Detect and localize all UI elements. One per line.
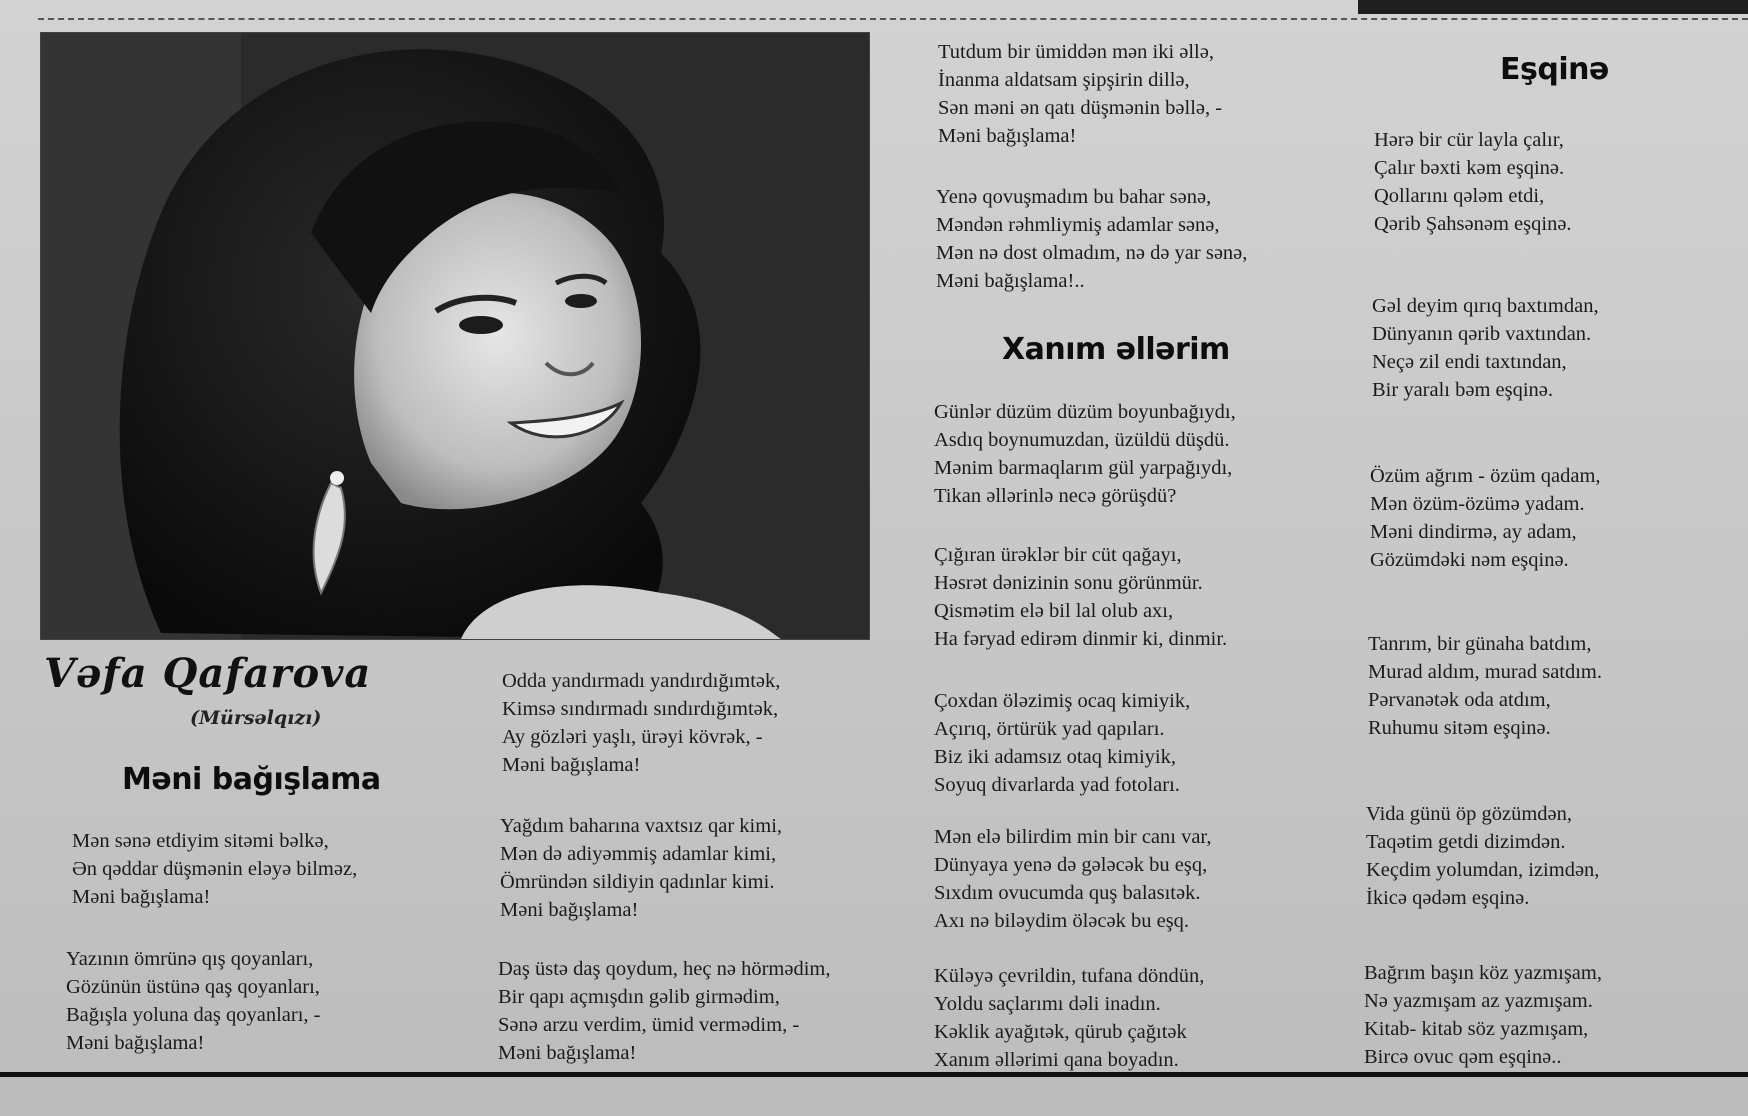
poem-line: Dünyanın qərib vaxtından. [1372, 323, 1592, 345]
poem-line: Yağdım baharına vaxtsız qar kimi, [500, 815, 783, 837]
stanza [1370, 462, 1601, 574]
stanza [1366, 800, 1599, 912]
poem-line: Bir qapı açmışdın gəlib girmədim, [498, 986, 780, 1008]
poem-line: Özüm ağrım - özüm qadam, [1370, 465, 1601, 487]
poem-line: Məni bağışlama! [500, 899, 639, 921]
portrait-illustration [41, 33, 869, 639]
poem-line: Məni bağışlama! [66, 1032, 205, 1054]
poem-line: Gəl deyim qırıq baxtımdan, [1372, 295, 1599, 317]
poem-line: Gözünün üstünə qaş qoyanları, [66, 976, 320, 998]
poem-line: Həsrət dənizinin sonu görünmür. [934, 572, 1203, 594]
poem-line: Axı nə biləydim öləcək bu eşq. [934, 910, 1190, 932]
poem-line: Məni bağışlama! [72, 886, 211, 908]
poem-line: Taqətim getdi dizimdən. [1366, 831, 1566, 853]
stanza [934, 398, 1236, 510]
poem-line: Soyuq divarlarda yad fotoları. [934, 774, 1180, 796]
poem-line: Sən məni ən qatı düşmənin bəllə, - [938, 97, 1223, 119]
poem-line: Kitab- kitab söz yazmışam, [1364, 1018, 1589, 1040]
poem-line: Hərə bir cür layla çalır, [1374, 129, 1564, 151]
poem-line: Bağışla yoluna daş qoyanları, - [66, 1004, 321, 1026]
poem-line: Tanrım, bir günaha batdım, [1368, 633, 1592, 655]
author-name: Vəfa Qafarova [44, 650, 372, 697]
poem-line: Murad aldım, murad satdım. [1368, 661, 1602, 683]
poem-line: Qollarını qələm etdi, [1374, 185, 1545, 207]
author-alias: (Mürsəlqızı) [190, 707, 322, 729]
poem-line: Çoxdan öləzimiş ocaq kimiyik, [934, 690, 1191, 712]
poem-line: Mən nə dost olmadım, nə də yar sənə, [936, 242, 1248, 264]
stanza [500, 812, 782, 924]
poem-line: Pərvanətək oda atdım, [1368, 689, 1551, 711]
poem-line: Tikan əllərinlə necə görüşdü? [934, 485, 1177, 507]
poem-line: Neçə zil endi taxtından, [1372, 351, 1567, 373]
stanza [934, 823, 1212, 935]
poem-line: Dünyaya yenə də gələcək bu eşq, [934, 854, 1208, 876]
stanza [66, 945, 320, 1057]
poem-line: Keçdim yolumdan, izimdən, [1366, 859, 1600, 881]
stanza [934, 541, 1227, 653]
poem-line: Ən qəddar düşmənin eləyə bilməz, [72, 858, 358, 880]
poem-line: Məndən rəhmliymiş adamlar sənə, [936, 214, 1220, 236]
poem-line: Bir yaralı bəm eşqinə. [1372, 379, 1554, 401]
bottom-rule [0, 1072, 1748, 1077]
poem-line: Odda yandırmadı yandırdığımtək, [502, 670, 781, 692]
poem-line: Ömründən sildiyin qadınlar kimi. [500, 871, 775, 893]
stanza [502, 667, 780, 779]
poem-line: Mən özüm-özümə yadam. [1370, 493, 1585, 515]
poem-line: Sənə arzu verdim, ümid vermədim, - [498, 1014, 800, 1036]
poem-line: Mən də adiyəmmiş adamlar kimi, [500, 843, 777, 865]
stanza [934, 687, 1190, 799]
stanza [934, 962, 1204, 1074]
poem-line: Bircə ovuc qəm eşqinə.. [1364, 1046, 1562, 1068]
top-dashed-rule [38, 18, 1748, 20]
poem-line: Ha fəryad edirəm dinmir ki, dinmir. [934, 628, 1228, 650]
poem-line: Biz iki adamsız otaq kimiyik, [934, 746, 1176, 768]
poem-line: Qismətim elə bil lal olub axı, [934, 600, 1174, 622]
poem-line: İnanma aldatsam şipşirin dillə, [938, 69, 1190, 91]
stanza [936, 183, 1247, 295]
poem-line: Kimsə sındırmadı sındırdığımtək, [502, 698, 779, 720]
stanza [72, 827, 357, 911]
poem-line: Mənim barmaqlarım gül yarpağıydı, [934, 457, 1233, 479]
poem-line: Asdıq boynumuzdan, üzüldü düşdü. [934, 429, 1230, 451]
poem-line: Yazının ömrünə qış qoyanları, [66, 948, 314, 970]
poem-line: Məni bağışlama! [938, 125, 1077, 147]
poem-line: Yenə qovuşmadım bu bahar sənə, [936, 186, 1212, 208]
poem-line: Qərib Şahsənəm eşqinə. [1374, 213, 1572, 235]
poem-line: Ruhumu sitəm eşqinə. [1368, 717, 1551, 739]
poem-line: Çığıran ürəklər bir cüt qağayı, [934, 544, 1182, 566]
poem-line: Bağrım başın köz yazmışam, [1364, 962, 1602, 984]
stanza [498, 955, 830, 1067]
author-photo [40, 32, 870, 640]
stanza [1368, 630, 1602, 742]
poem-line: Sıxdım ovucumda quş balasıtək. [934, 882, 1201, 904]
stanza [1364, 959, 1602, 1071]
poem-line: Məni bağışlama! [498, 1042, 637, 1064]
poem-line: Məni bağışlama! [502, 754, 641, 776]
poem-line: Günlər düzüm düzüm boyunbağıydı, [934, 401, 1236, 423]
poem-line: Kəklik ayağıtək, qürub çağıtək [934, 1021, 1187, 1043]
poem-line: Mən sənə etdiyim sitəmi bəlkə, [72, 830, 329, 852]
poem-line: Açırıq, örtürük yad qapıları. [934, 718, 1165, 740]
poem-line: Ay gözləri yaşlı, ürəyi kövrək, - [502, 726, 763, 748]
poem-line: Məni bağışlama!.. [936, 270, 1085, 292]
stanza [938, 38, 1222, 150]
stanza [1372, 292, 1599, 404]
poem-line: Nə yazmışam az yazmışam. [1364, 990, 1593, 1012]
top-dark-bar [1358, 0, 1748, 14]
poem-line: Gözümdəki nəm eşqinə. [1370, 549, 1569, 571]
stanza [1374, 126, 1572, 238]
poem-line: Tutdum bir ümiddən mən iki əllə, [938, 41, 1214, 63]
poem-line: Çalır bəxti kəm eşqinə. [1374, 157, 1565, 179]
poem-title-xanim-ellerim: Xanım əllərim [1002, 332, 1230, 367]
poem-line: Məni dindirmə, ay adam, [1370, 521, 1577, 543]
poem-title-meni-bagislama: Məni bağışlama [122, 762, 381, 797]
poem-line: İkicə qədəm eşqinə. [1366, 887, 1530, 909]
poem-line: Küləyə çevrildin, tufana döndün, [934, 965, 1205, 987]
poem-line: Mən elə bilirdim min bir canı var, [934, 826, 1212, 848]
poem-title-esqine: Eşqinə [1500, 52, 1609, 87]
poem-line: Daş üstə daş qoydum, heç nə hörmədim, [498, 958, 831, 980]
poem-line: Yoldu saçlarımı dəli inadın. [934, 993, 1161, 1015]
poem-line: Xanım əllərimi qana boyadın. [934, 1049, 1179, 1071]
poem-line: Vida günü öp gözümdən, [1366, 803, 1573, 825]
